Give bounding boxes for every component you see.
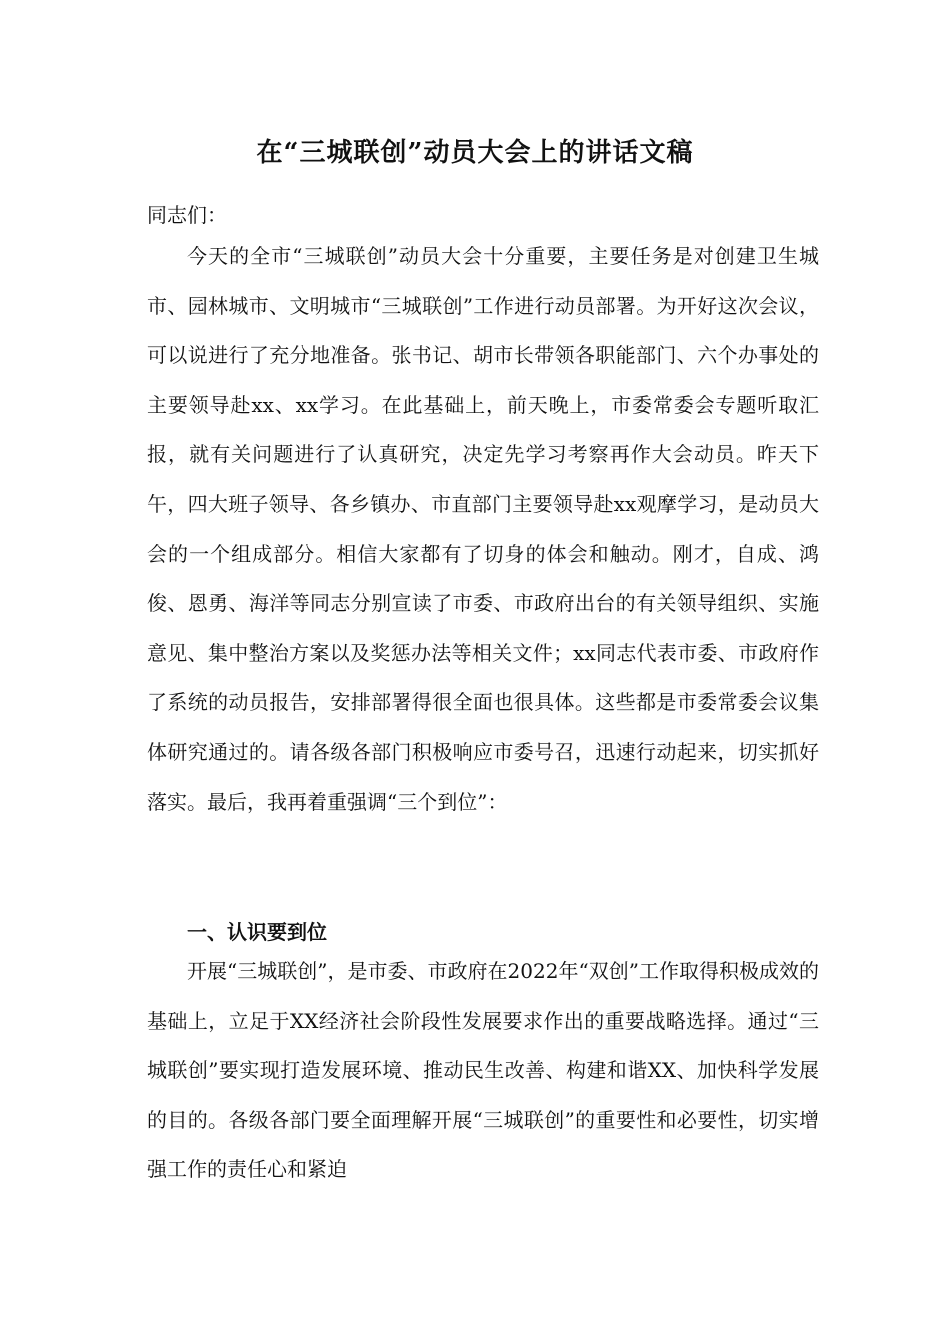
body-paragraph-2: 开展“三城联创”，是市委、市政府在2022年“双创”工作取得积极成效的基础上，立足于XX经济社会阶段性发展要求作出的重要战略选择。通过“三城联创”要实现打造发展环境、推动民生改善、构建和谐XX、加快科学发展的目的。各级各部门要全面理解开展“三城联创”的重要性和必要性，切实增强工作的责任心和紧迫 [147, 959, 819, 1182]
document-title: 在“三城联创”动员大会上的讲话文稿 [256, 138, 694, 168]
section-heading-1: 一、认识要到位 [187, 920, 327, 944]
salutation: 同志们： [147, 203, 227, 227]
body-paragraph-1: 今天的全市“三城联创”动员大会十分重要，主要任务是对创建卫生城市、园林城市、文明城市“三城联创”工作进行动员部署。为开好这次会议，可以说进行了充分地准备。张书记、胡市长带领各职能部门、六个办事处的主要领导赴xx、xx学习。在此基础上，前天晚上，市委常委会专题听取汇报，就有关问题进行了认真研究，决定先学习考察再作大会动员。昨天下午，四大班子领导、各乡镇办、市直部门主要领导赴xx观摩学习，是动员大会的一个组成部分。相信大家都有了切身的体会和触动。刚才，自成、鸿俊、恩勇、海洋等同志分别宣读了市委、市政府出台的有关领导组织、实施意见、集中整治方案以及奖惩办法等相关文件；xx同志代表市委、市政府作了系统的动员报告，安排部署得很全面也很具体。这些都是市委常委会议集体研究通过的。请各级各部门积极响应市委号召，迅速行动起来，切实抓好落实。最后，我再着重强调“三个到位”： [147, 244, 819, 814]
